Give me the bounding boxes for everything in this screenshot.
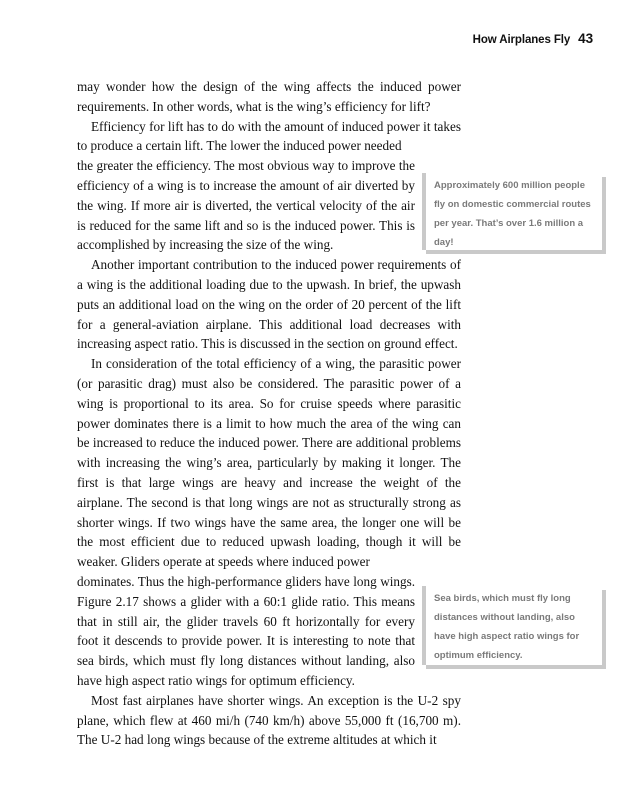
- paragraph: Most fast airplanes have shorter wings. An exception is the U-2 spy plane, which flew at 460 mi/h (740 km/h) above 55,000 ft (16,700 m). The U-2 had long wings because of the extreme altitudes at which it: [77, 692, 461, 748]
- paragraph-beside-sidebar: dominates. Thus the high-performance gliders have long wings. Figure 2.17 shows a glider with a 60:1 glide ratio. This means that in still air, the glider travels 60 ft horizontally for every foot it descends to provide power. It is interesting to note that sea birds, which must fly long distances without landing, also have high aspect ratio wings for optimum efficiency.: [77, 573, 415, 688]
- body-text: [77, 77, 461, 750]
- running-title: How Airplanes Fly: [472, 34, 571, 46]
- paragraph: Another important contribution to the induced power requirements of a wing is the additional loading due to the upwash. In brief, the upwash puts an additional load on the wing on the order of 20 percent of the lift for a general-aviation airplane. This additional load decreases with increasing aspect ratio. This is discussed in the section on ground effect.: [77, 257, 461, 352]
- paragraph-beside-sidebar: the greater the efficiency. The most obvious way to improve the efficiency of a wing is to increase the amount of air diverted by the wing. If more air is diverted, the vertical velocity of the air is reduced for the same lift and so is the induced power. This is accomplished by increasing the size of the wing.: [77, 158, 415, 253]
- margin-note: [422, 586, 602, 665]
- paragraph: may wonder how the design of the wing affects the induced power requirements. In other words, what is the wing’s efficiency for lift?: [77, 79, 461, 114]
- page-number: 43: [578, 31, 593, 46]
- margin-note-text: Approximately 600 million people fly on domestic commercial routes per year. That’s over 1.6 million a day!: [434, 180, 591, 248]
- paragraph: [77, 117, 461, 157]
- margin-note-text: Sea birds, which must fly long distances without landing, also have high aspect ratio wings for optimum efficiency.: [434, 593, 580, 661]
- paragraph-full-width-lines: Efficiency for lift has to do with the amount of induced power it takes to produce a certain lift. The lower the induced power needed: [77, 118, 461, 154]
- margin-note: [422, 173, 602, 250]
- running-header: [473, 31, 593, 46]
- paragraph: In consideration of the total efficiency of a wing, the parasitic power (or parasitic drag) must also be considered. The parasitic power of a wing is proportional to its area. So for cruise speeds where parasitic power dominates there is a limit to how much the area of the wing can be increased to reduce the induced power. There are additional problems with increasing the wing’s area, particularly by making it longer. The first is that large wings are heavy and increase the weight of the airplane. The second is that long wings are not as structurally strong as shorter wings. If two wings have the same area, the longer one will be the most efficient due to reduced upwash loading, though it will be weaker. Gliders operate at speeds where induced power: [77, 356, 461, 570]
